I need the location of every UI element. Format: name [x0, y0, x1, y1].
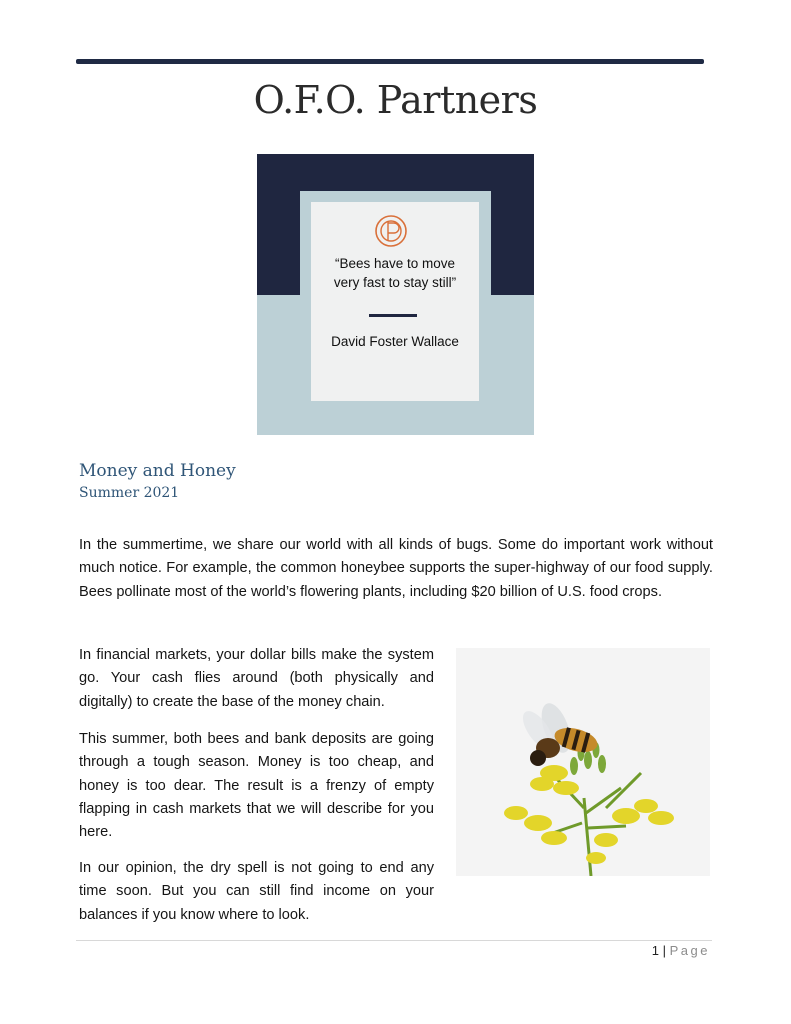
- quote-frame-right: [491, 154, 534, 295]
- quote-graphic: [257, 154, 534, 435]
- paragraph-3: This summer, both bees and bank deposits are going through a tough season. Money is too cheap, and honey is too dear. The result is a frenzy of empty flapping in cash markets that we will describe for you here.: [79, 731, 434, 841]
- quote-card: [311, 202, 479, 401]
- quote-author: David Foster Wallace: [331, 334, 459, 349]
- page-word: Page: [669, 943, 710, 958]
- paragraph-4: In our opinion, the dry spell is not going to end any time soon. But you can still find income on your balances if you know where to look.: [79, 860, 434, 923]
- ofo-circle-logo-icon: [374, 214, 408, 248]
- page-number: 1: [651, 943, 659, 958]
- article-subtitle: Summer 2021: [79, 485, 180, 501]
- quote-text: “Bees have to move very fast to stay still”: [333, 256, 457, 290]
- paragraph-2: In financial markets, your dollar bills make the system go. Your cash flies around (both physically and digitally) to create the base of the money chain.: [79, 647, 434, 710]
- quote-divider: [369, 314, 417, 317]
- page-footer: [652, 943, 710, 958]
- quote-frame-left: [257, 154, 300, 295]
- page-separator: |: [662, 943, 666, 958]
- top-rule: [76, 59, 704, 64]
- bee-on-yellow-flower-photo: [456, 648, 710, 876]
- footer-rule: [76, 940, 712, 941]
- brand-title: O.F.O. Partners: [253, 78, 538, 122]
- paragraph-1: In the summertime, we share our world with all kinds of bugs. Some do important work without much notice. For example, the common honeybee supports the super-highway of our food supply. Bees pollinate most of the world’s flowering plants, including $20 billion of U.S. food crops.: [79, 537, 713, 600]
- article-title: Money and Honey: [79, 461, 236, 481]
